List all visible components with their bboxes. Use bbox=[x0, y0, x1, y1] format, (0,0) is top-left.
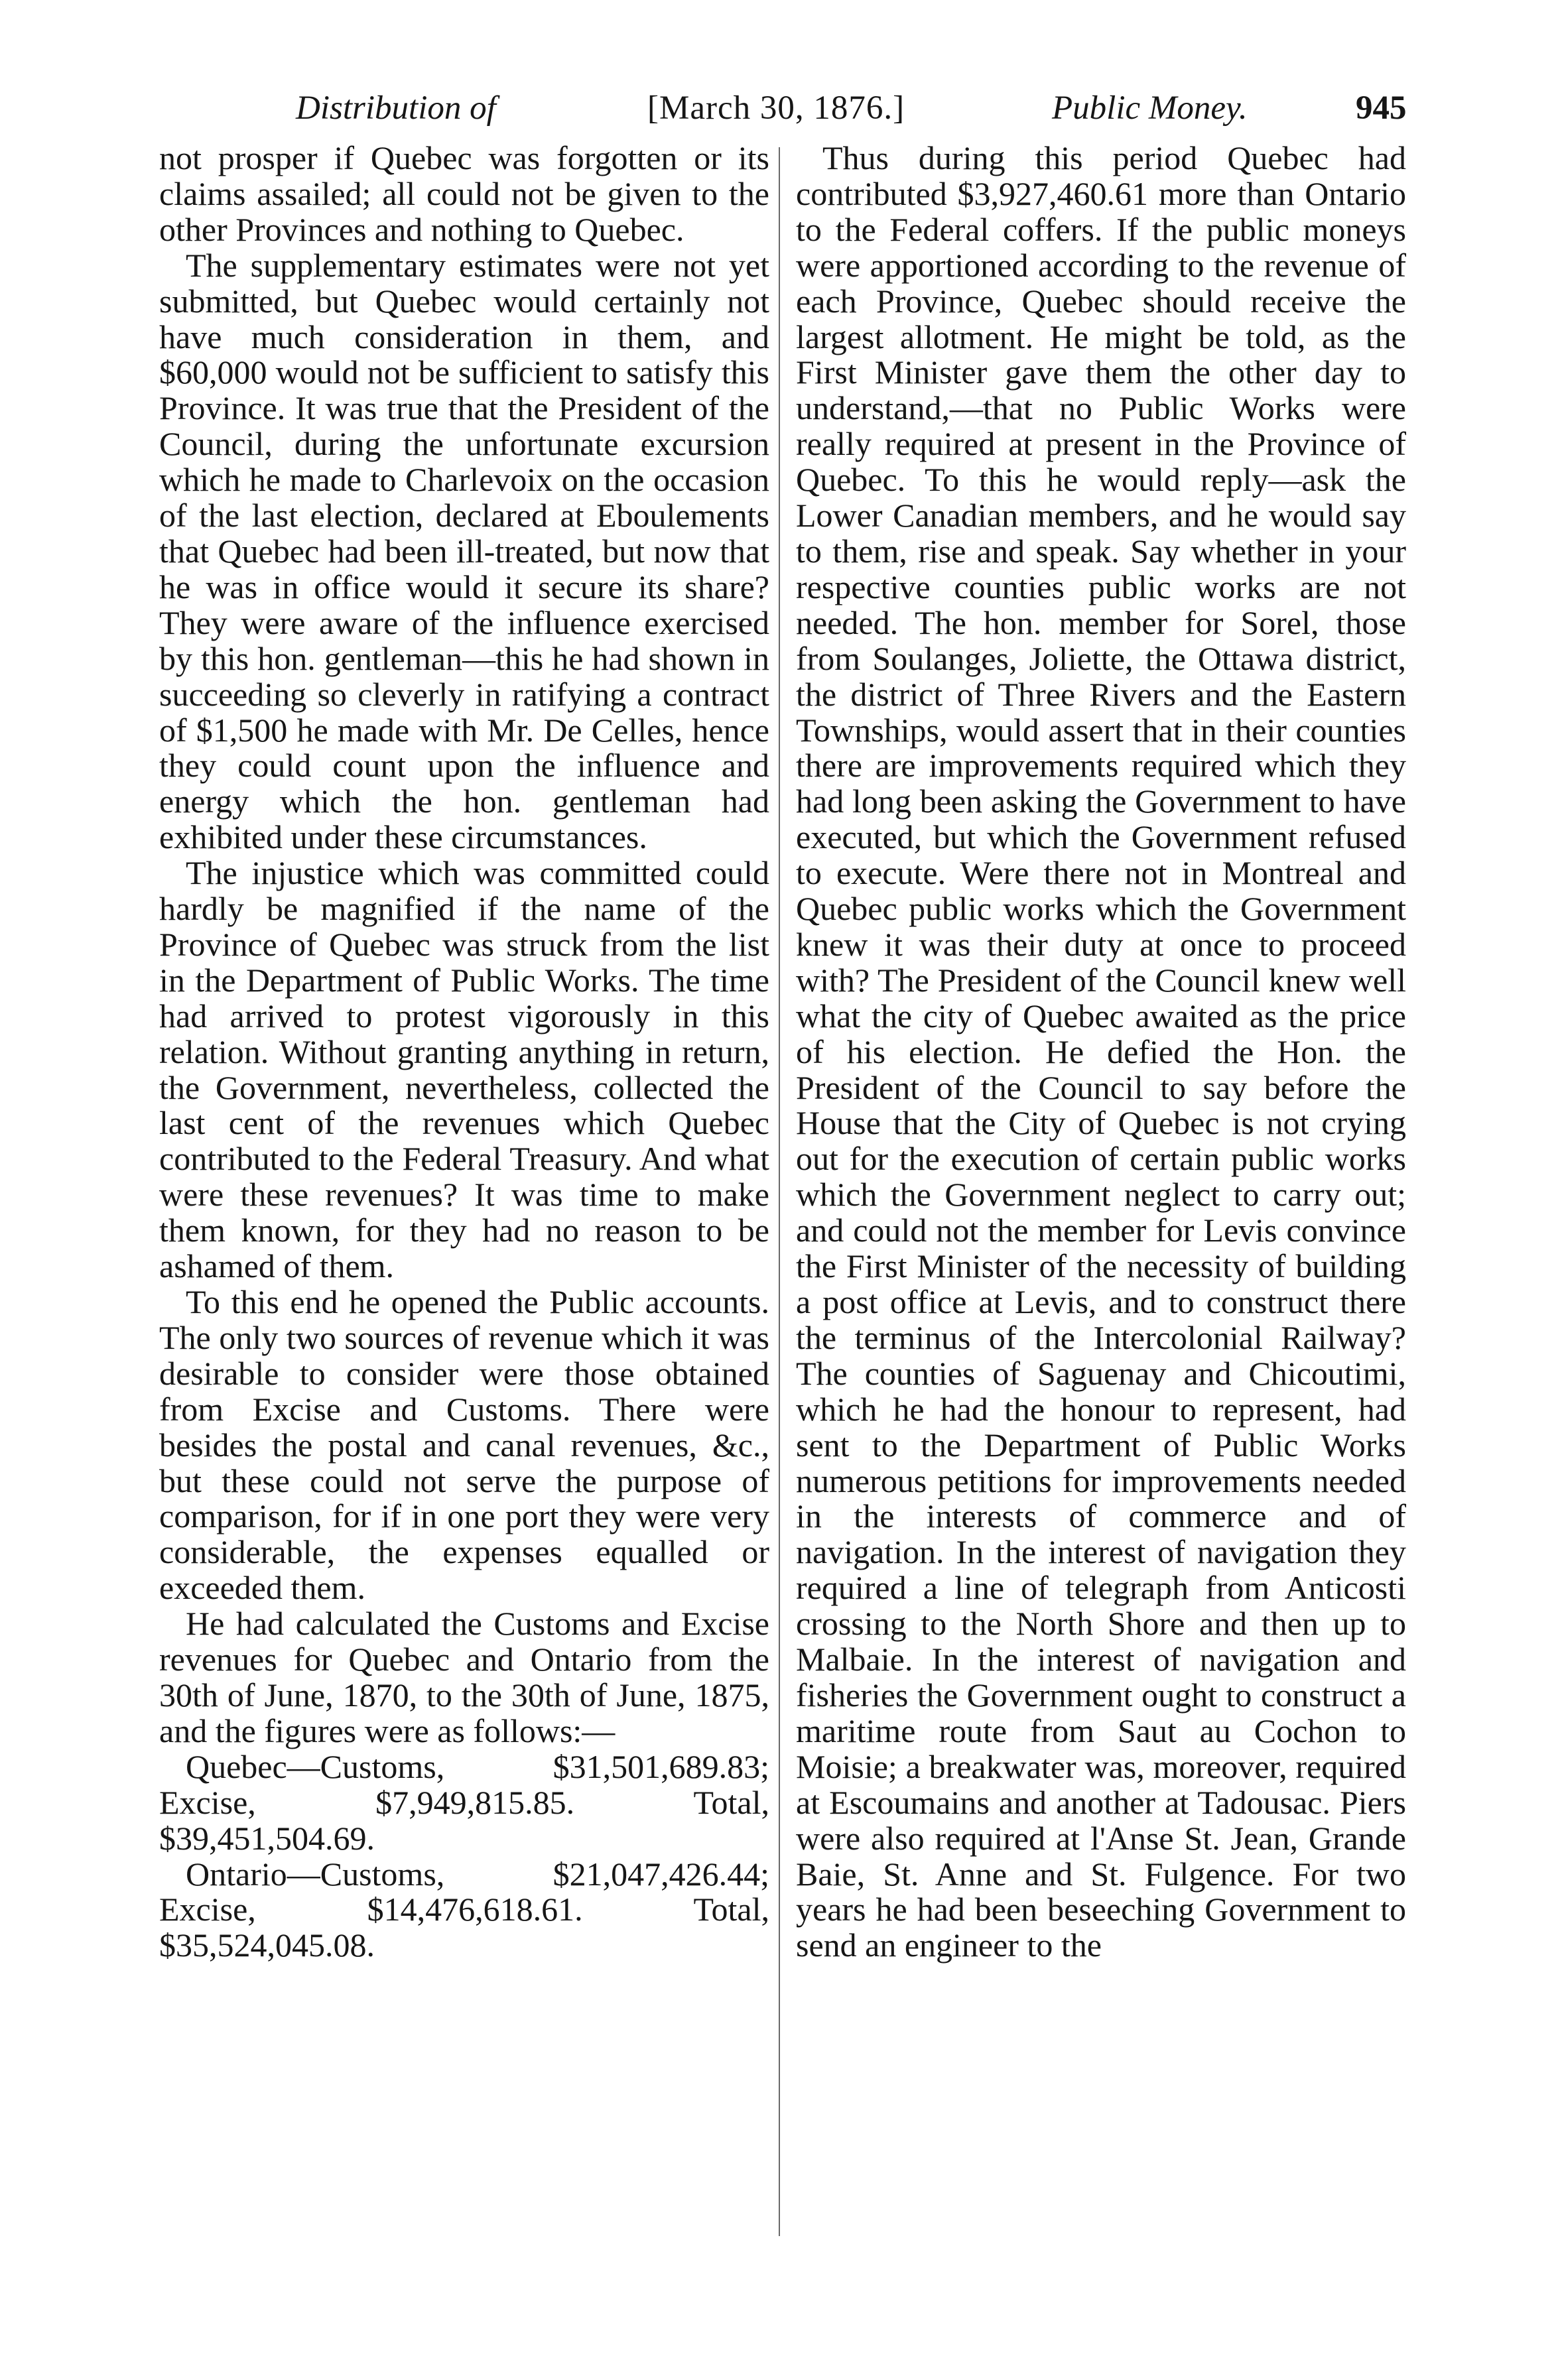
paragraph: Thus during this period Quebec had contributed $3,927,460.61 more than Ontario to the Federal coffers. If the public moneys were apportioned according to the revenue of each Province, Quebec should receive the largest allotment. He might be told, as the First Minister gave them the other day to understand,—that no Public Works were really required at present in the Province of Quebec. To this he would reply—ask the Lower Canadian members, and he would say to them, rise and speak. Say whether in your respective counties public works are not needed. The hon. member for Sorel, those from Soulanges, Joliette, the Ottawa district, the district of Three Rivers and the Eastern Townships, would assert that in their counties there are improvements required which they had long been asking the Government to have executed, but which the Government refused to execute. Were there not in Montreal and Quebec public works which the Government knew it was their duty at once to proceed with? The President of the Council knew well what the city of Quebec awaited as the price of his election. He defied the Hon. the President of the Council to say before the House that the City of Quebec is not crying out for the execution of certain public works which the Government neglect to carry out; and could not the member for Levis convince the First Minister of the necessity of building a post office at Levis, and to construct there the terminus of the Intercolonial Railway? The counties of Saguenay and Chicoutimi, which he had the honour to represent, had sent to the Department of Public Works numerous petitions for improvements needed in the interests of commerce and of navigation. In the interest of navigation they required a line of telegraph from Anticosti crossing to the North Shore and then up to Malbaie. In the interest of navigation and fisheries the Government ought to construct a maritime route from Saut au Cochon to Moisie; a breakwater was, moreover, required at Escoumains and another at Tadousac. Piers were also required at l'Anse St. Jean, Grande Baie, St. Anne and St. Fulgence. For two years he had been beseeching Government to send an engineer to the bbox=[796, 139, 1406, 1964]
right-column bbox=[796, 141, 1406, 1964]
left-column bbox=[159, 141, 769, 1964]
header-date: [March 30, 1876.] bbox=[647, 90, 905, 127]
paragraph: He had calculated the Customs and Excise revenues for Quebec and Ontario from the 30th of June, 1870, to the 30th of June, 1875, and the figures were as follows:— bbox=[159, 1605, 769, 1749]
paragraph: The injustice which was committed could hardly be magnified if the name of the Province of Quebec was struck from the list in the Department of Public Works. The time had arrived to protest vigorously in this relation. Without granting anything in return, the Government, nevertheless, collected the last cent of the revenues which Quebec contributed to the Federal Treasury. And what were these revenues? It was time to make them known, for they had no reason to be ashamed of them. bbox=[159, 854, 769, 1285]
column-divider bbox=[779, 147, 780, 2236]
quebec-figures: Quebec—Customs, $31,501,689.83; Excise, $7,949,815.85. Total, $39,451,504.69. bbox=[159, 1747, 769, 1857]
paragraph: To this end he opened the Public accounts. The only two sources of revenue which it was desirable to consider were those obtained from Excise and Customs. There were besides the postal and canal revenues, &c., but these could not serve the purpose of comparison, for if in one port they were very considerable, the expenses equalled or exceeded them. bbox=[159, 1283, 769, 1607]
paragraph: not prosper if Quebec was forgotten or its claims assailed; all could not be given to the other Provinces and nothing to Quebec. bbox=[159, 139, 769, 248]
header-right-title: Public Money. bbox=[1052, 90, 1248, 127]
paragraph: The supplementary estimates were not yet submitted, but Quebec would certainly not have much consideration in them, and $60,000 would not be sufficient to satisfy this Province. It was true that the President of the Council, during the unfortunate excursion which he made to Charlevoix on the occasion of the last election, declared at Eboulements that Quebec had been ill-treated, but now that he was in office would it secure its share? They were aware of the influence exercised by this hon. gentleman—this he had shown in succeeding so cleverly in ratifying a contract of $1,500 he made with Mr. De Celles, hence they could count upon the influence and energy which the hon. gentleman had exhibited under these circumstances. bbox=[159, 246, 769, 856]
ontario-figures: Ontario—Customs, $21,047,426.44; Excise, $14,476,618.61. Total, $35,524,045.08. bbox=[159, 1855, 769, 1964]
running-header bbox=[159, 78, 1419, 138]
page-number: 945 bbox=[1356, 90, 1407, 127]
header-left-title: Distribution of bbox=[296, 90, 496, 127]
